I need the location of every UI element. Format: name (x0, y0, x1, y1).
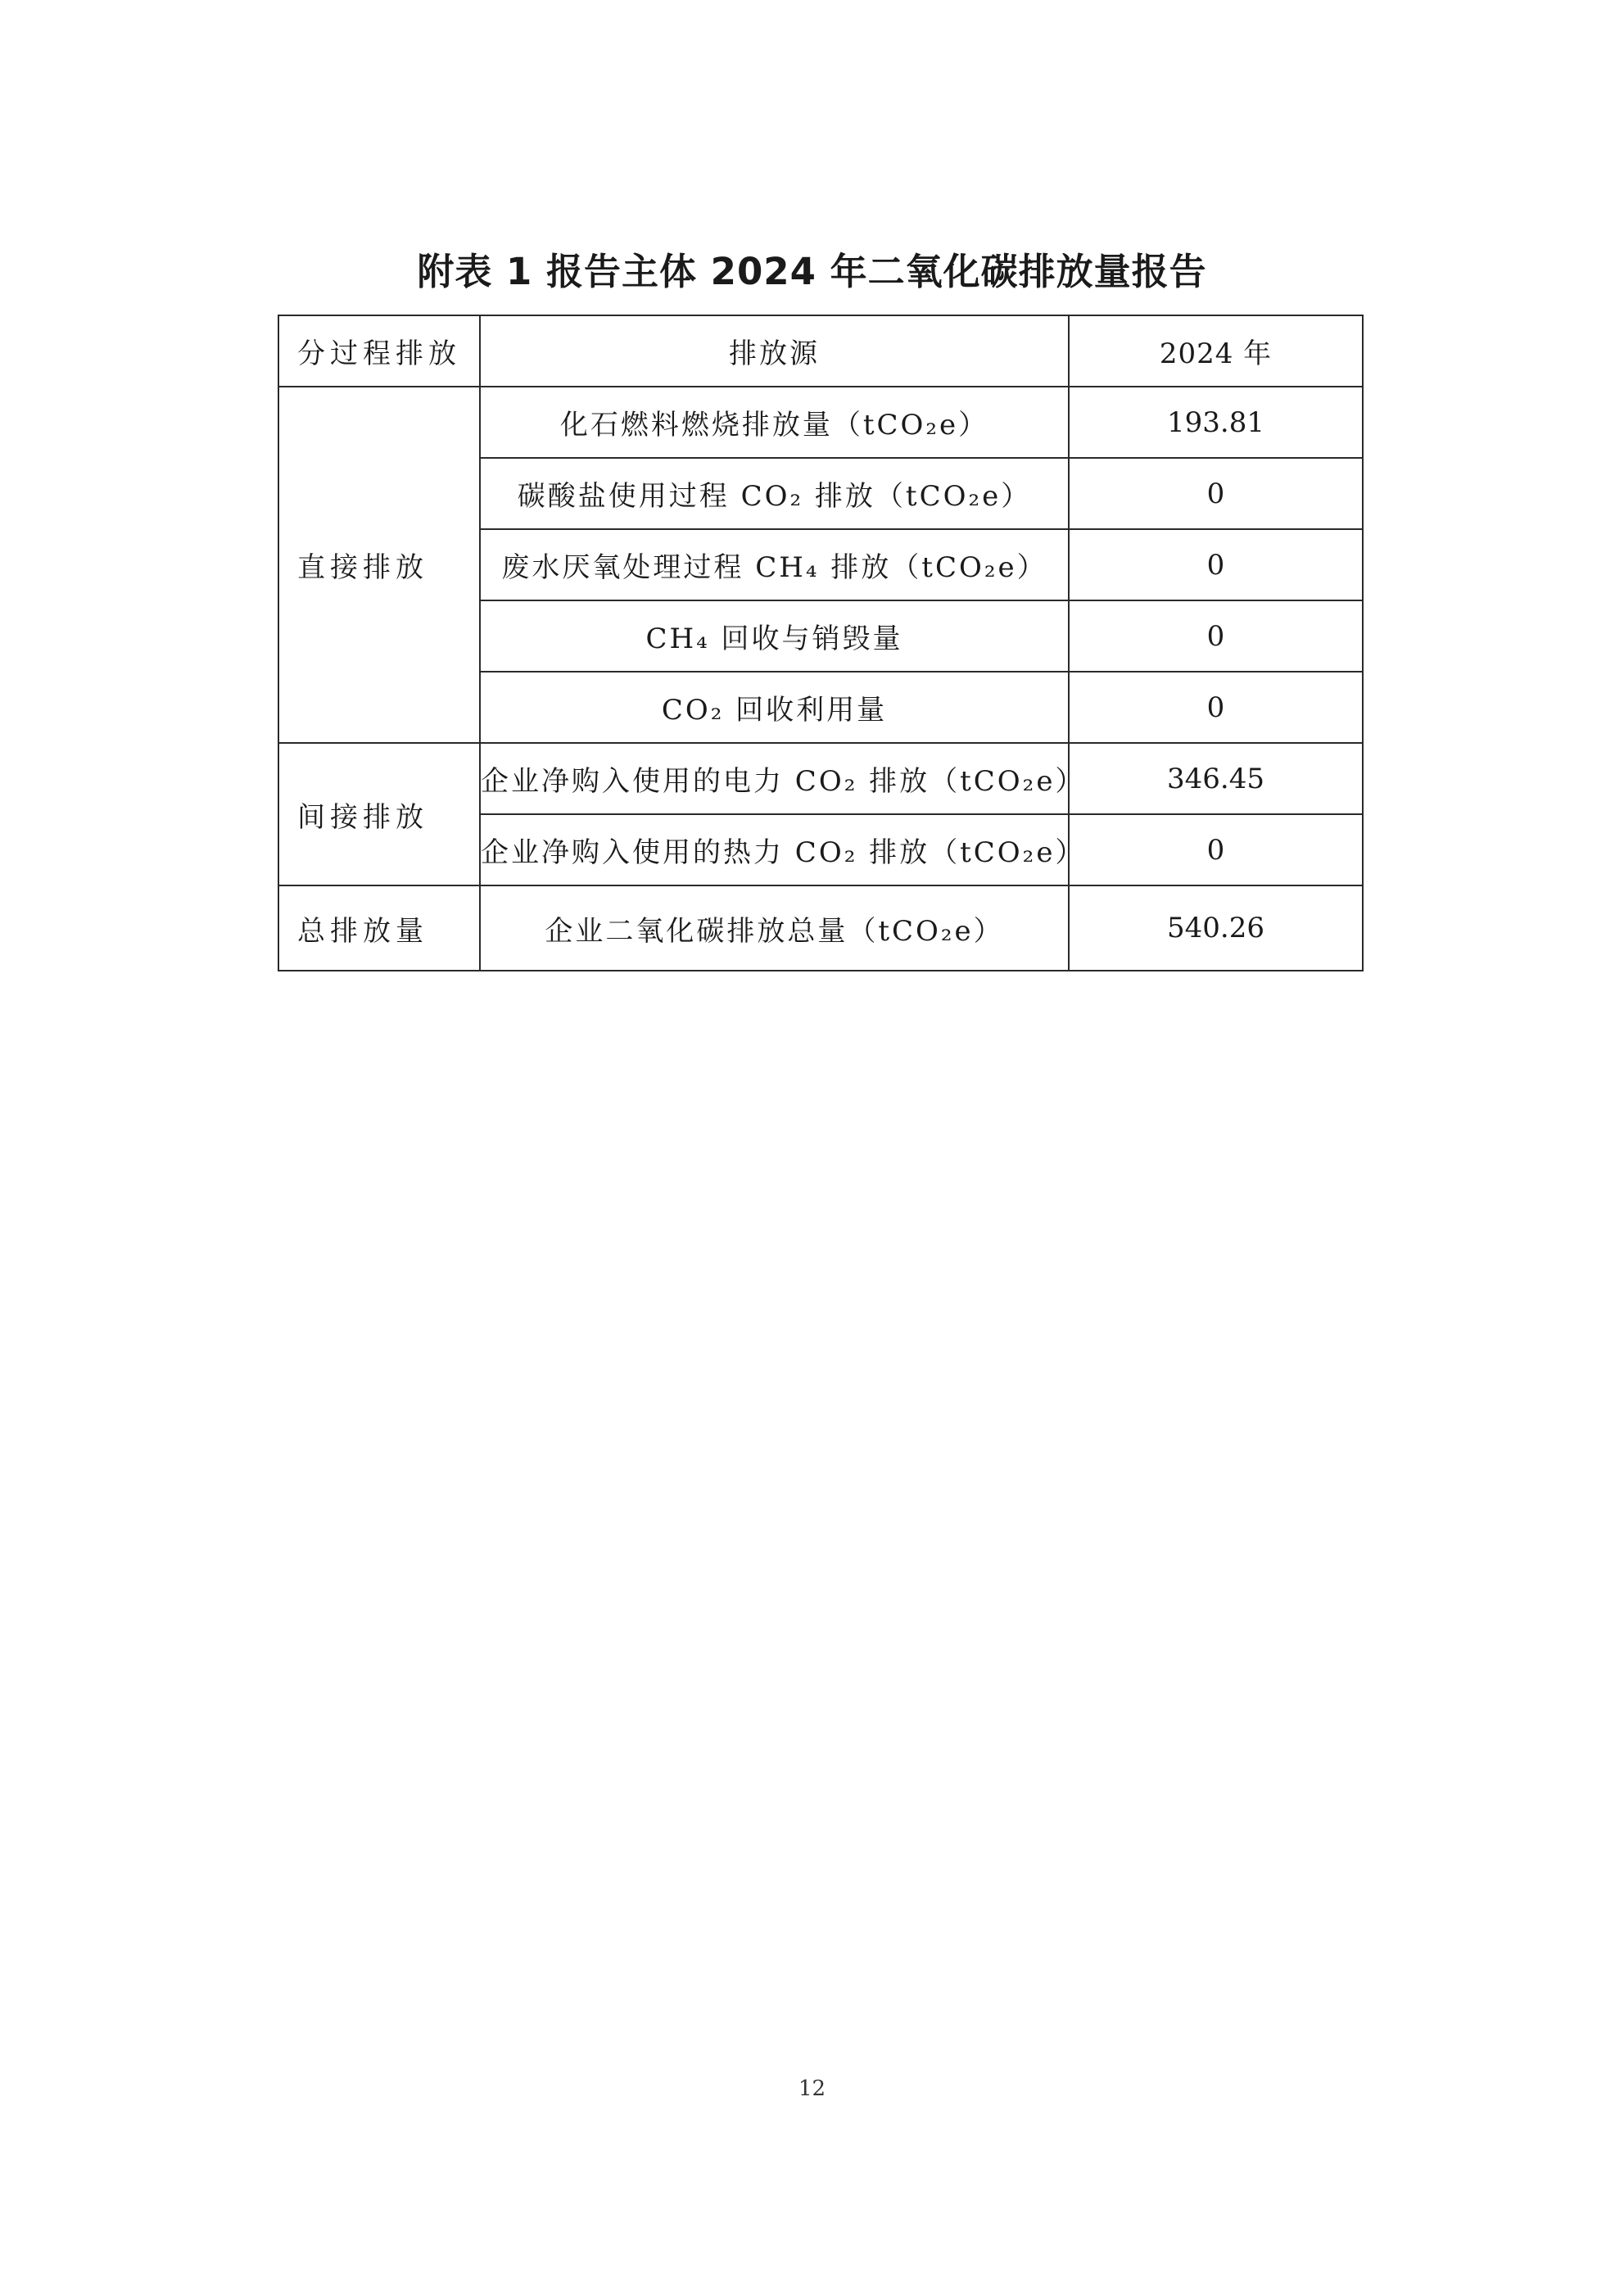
value-cell: 0 (1069, 814, 1363, 885)
value-cell: 346.45 (1069, 743, 1363, 814)
table-row (278, 743, 1363, 814)
value-cell: 0 (1069, 672, 1363, 743)
header-category: 分过程排放 (278, 315, 480, 387)
source-cell: CH₄ 回收与销毁量 (480, 600, 1069, 672)
category-direct-emissions: 直接排放 (278, 387, 480, 743)
page-title: 附表 1 报告主体 2024 年二氧化碳排放量报告 (417, 250, 1207, 293)
source-cell: 企业净购入使用的热力 CO₂ 排放（tCO₂e） (480, 814, 1069, 885)
table-row (278, 387, 1363, 458)
source-cell: 废水厌氧处理过程 CH₄ 排放（tCO₂e） (480, 529, 1069, 600)
source-cell: 碳酸盐使用过程 CO₂ 排放（tCO₂e） (480, 458, 1069, 529)
value-cell: 0 (1069, 458, 1363, 529)
table-header-row (278, 315, 1363, 387)
source-cell: 企业净购入使用的电力 CO₂ 排放（tCO₂e） (480, 743, 1069, 814)
table-row-total (278, 885, 1363, 971)
source-cell: CO₂ 回收利用量 (480, 672, 1069, 743)
value-cell: 193.81 (1069, 387, 1363, 458)
page-number: 12 (798, 2076, 826, 2101)
value-cell: 540.26 (1069, 885, 1363, 971)
category-indirect-emissions: 间接排放 (278, 743, 480, 885)
category-total-emissions: 总排放量 (278, 885, 480, 971)
emissions-table (278, 315, 1364, 971)
value-cell: 0 (1069, 600, 1363, 672)
value-cell: 0 (1069, 529, 1363, 600)
source-cell: 化石燃料燃烧排放量（tCO₂e） (480, 387, 1069, 458)
source-cell: 企业二氧化碳排放总量（tCO₂e） (480, 885, 1069, 971)
header-year: 2024 年 (1069, 315, 1363, 387)
header-source: 排放源 (480, 315, 1069, 387)
